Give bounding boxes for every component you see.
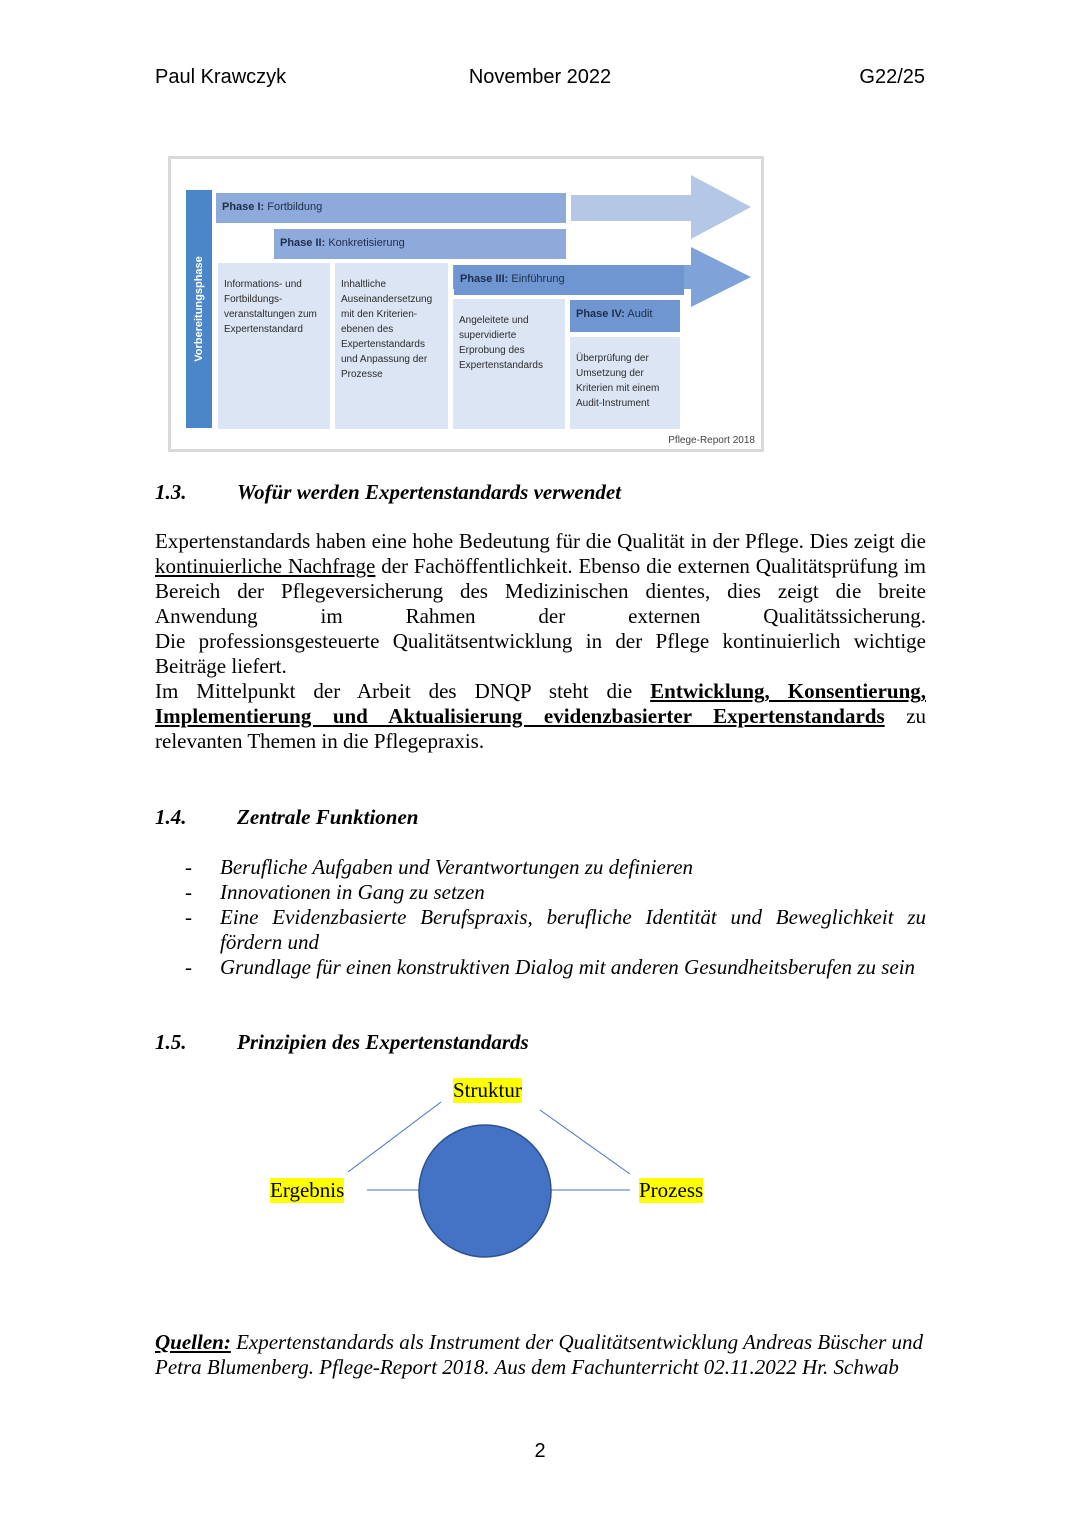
list-item: - Grundlage für einen konstruktiven Dialog mit anderen Gesundheitsberufen zu sein — [185, 955, 916, 979]
figure-caption: Pflege-Report 2018 — [668, 435, 755, 446]
section-1-3-paragraph-1: Expertenstandards haben eine hohe Bedeutung für die Qualität in der Pflege. Dies zeigt die kontinuierliche Nachfrage der Fachöffentlichkeit. Ebenso die externen Qualitätsprüfung im Bereich der Pflegeversicherung des Medizinischen dientes, dies zeigt die breite Anwendung im Rahmen der externen Qualitätssicherung. — [155, 529, 926, 628]
header-author: Paul Krawczyk — [155, 66, 287, 88]
connector-right-diagonal — [540, 1110, 630, 1174]
label-prozess: Prozess — [639, 1178, 704, 1202]
prep-phase-bar: Vorbereitungsphase — [186, 190, 212, 428]
phase2-header: Phase II: Konkretisierung — [274, 229, 566, 259]
phase4-header: Phase IV: Audit — [570, 300, 680, 332]
phase1-header: Phase I: Fortbildung — [216, 193, 566, 223]
list-item: - Innovationen in Gang zu setzen — [185, 880, 485, 904]
header-date: November 2022 — [468, 66, 612, 88]
section-1-3-heading: 1.3. Wofür werden Expertenstandards verwendet — [155, 480, 622, 504]
phase1-arrow — [571, 175, 751, 239]
section-1-5-heading: 1.5. Prinzipien des Expertenstandards — [155, 1030, 529, 1054]
list-item: - Eine Evidenzbasierte Berufspraxis, berufliche Identität und Beweglichkeit zu fördern und — [185, 905, 926, 954]
section-1-4-heading: 1.4. Zentrale Funktionen — [155, 805, 419, 829]
sources-text: Expertenstandards als Instrument der Qualitätsentwicklung Andreas Büscher und Petra Blumenberg. Pflege-Report 2018. Aus dem Fachunterricht 02.11.2022 Hr. Schwab — [155, 1330, 923, 1379]
sources-label: Quellen: — [155, 1330, 231, 1354]
phases-figure — [168, 156, 764, 452]
phase1-description: Informations- und Fortbildungs- veranstaltungen zum Expertenstandard — [218, 263, 330, 429]
phase3-header: Phase III: Einführung — [454, 265, 684, 295]
phase2-description: Inhaltliche Auseinandersetzung mit den Kriterien- ebenen des Expertenstandards und Anpassung der Prozesse — [335, 263, 448, 429]
phase4-description: Überprüfung der Umsetzung der Kriterien mit einem Audit-Instrument — [570, 337, 680, 429]
functions-list — [185, 855, 926, 980]
principles-diagram — [0, 1070, 1080, 1290]
label-struktur: Struktur — [453, 1078, 522, 1102]
phase3-description: Angeleitete und supervidierte Erprobung des Expertenstandards — [453, 299, 565, 429]
label-ergebnis: Ergebnis — [270, 1178, 345, 1202]
sources — [155, 1330, 926, 1380]
header-class: G22/25 — [859, 66, 925, 88]
principles-circle — [419, 1125, 551, 1257]
page-number: 2 — [534, 1440, 546, 1462]
list-item: - Berufliche Aufgaben und Verantwortungen zu definieren — [185, 855, 694, 879]
section-1-3-paragraph-3: Im Mittelpunkt der Arbeit des DNQP steht die Entwicklung, Konsentierung, Implementierung und Aktualisierung evidenzbasierter Expertenstandards zu relevanten Themen in die Pflegepraxis. — [155, 679, 927, 753]
section-1-3-paragraph-2: Die professionsgesteuerte Qualitätsentwicklung in der Pflege kontinuierlich wichtige Beiträge liefert. — [155, 629, 926, 678]
